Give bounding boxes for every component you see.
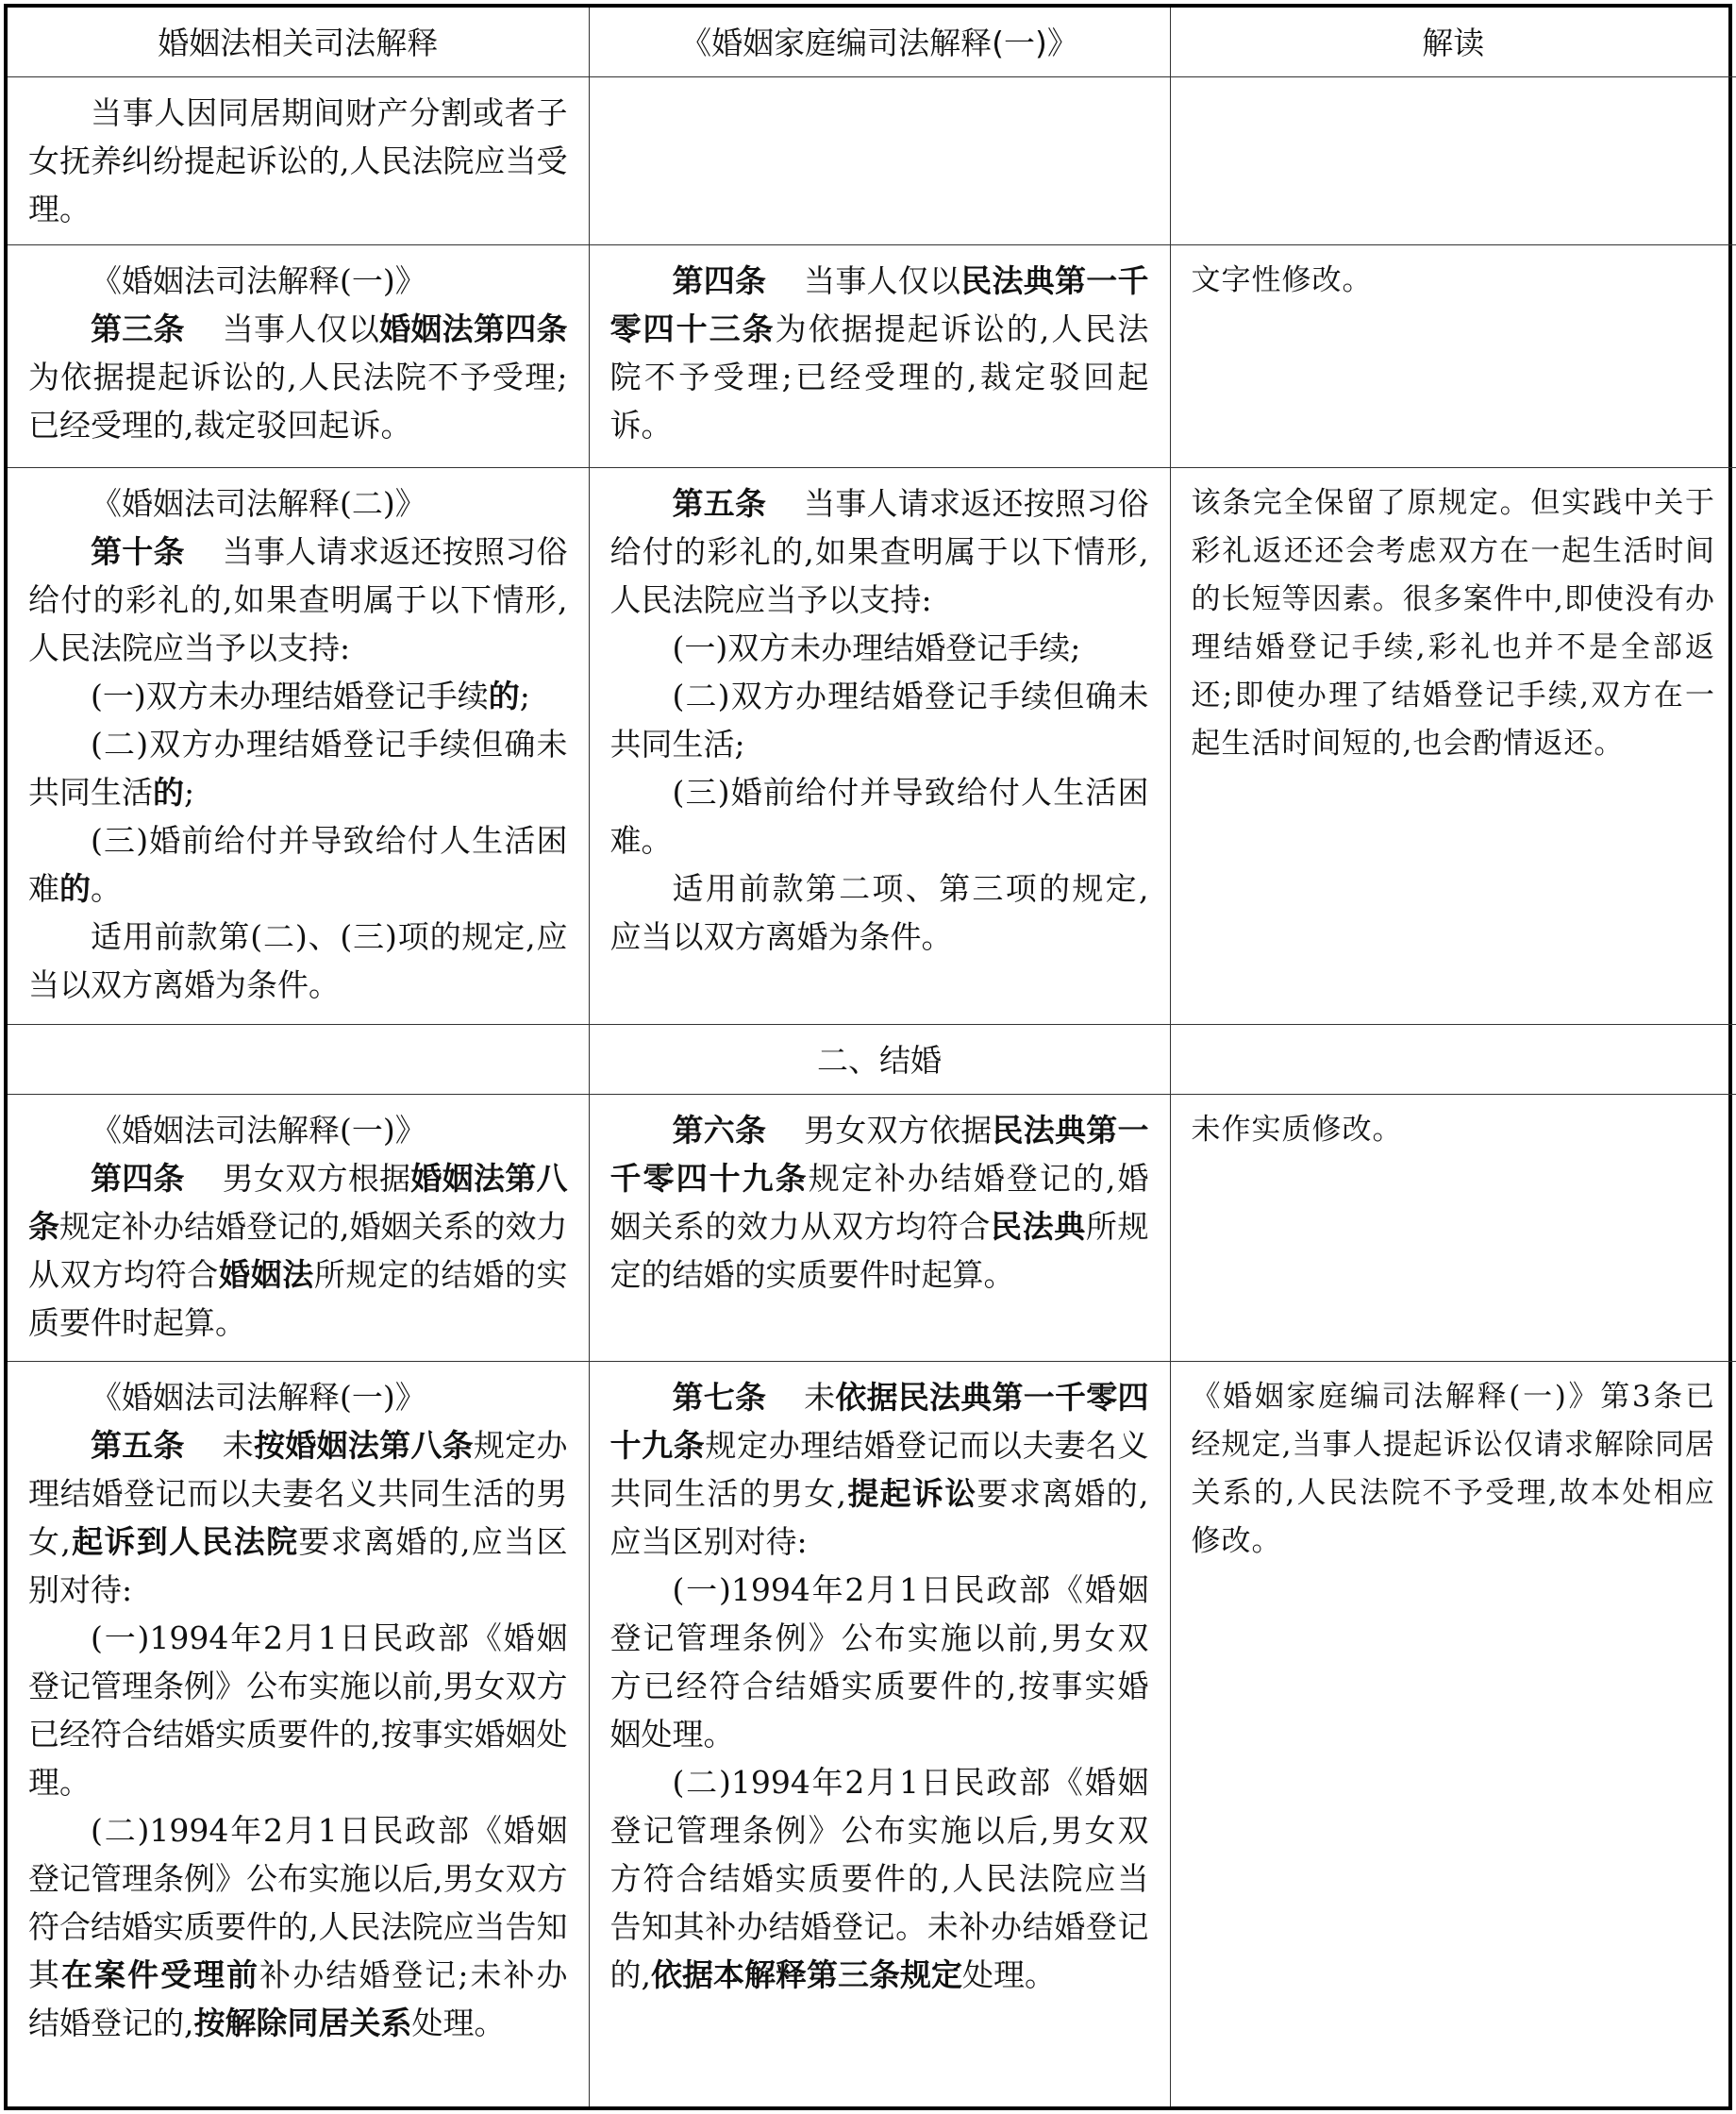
old-article-text: 第五条 未按婚姻法第八条规定办理结婚登记而以夫妻名义共同生活的男女,起诉到人民法院要求离婚的,应当区别对待:	[28, 1427, 568, 1608]
list-item: (一)双方未办理结婚登记手续;	[672, 629, 1081, 666]
old-provision-cell	[8, 468, 589, 1025]
new-provision-cell	[589, 77, 1170, 245]
new-article-text: 第七条 未依据民法典第一千零四十九条规定办理结婚登记而以夫妻名义共同生活的男女,提起诉讼要求离婚的,应当区别对待:	[609, 1379, 1149, 1560]
source-title: 《婚姻法司法解释(一)》	[91, 1112, 426, 1149]
old-provision-text: 当事人因同居期间财产分割或者子女抚养纠纷提起诉讼的,人民法院应当受理。	[28, 94, 568, 227]
comparison-table	[8, 8, 1736, 2106]
commentary-cell	[1170, 245, 1736, 468]
column-header-new-interpretation: 《婚姻家庭编司法解释(一)》	[589, 8, 1170, 77]
table-row	[8, 468, 1736, 1025]
provision-tail: 适用前款第(二)、(三)项的规定,应当以双方离婚为条件。	[28, 918, 568, 1003]
source-title: 《婚姻法司法解释(二)》	[91, 485, 426, 522]
column-header-old-interpretations: 婚姻法相关司法解释	[8, 8, 589, 77]
table-row	[8, 1095, 1736, 1362]
old-provision-cell	[8, 1362, 589, 2107]
list-item: (三)婚前给付并导致给付人生活困难。	[609, 774, 1149, 859]
new-article-text: 第六条 男女双方依据民法典第一千零四十九条规定补办结婚登记的,婚姻关系的效力从双方均符合民法典所规定的结婚的实质要件时起算。	[609, 1112, 1149, 1293]
table-row	[8, 77, 1736, 245]
commentary-text: 该条完全保留了原规定。但实践中关于彩礼返还还会考虑双方在一起生活时间的长短等因素。很多案件中,即使没有办理结婚登记手续,彩礼也并不是全部返还;即使办理了结婚登记手续,双方在一起生活时间短的,也会酌情返还。	[1191, 486, 1715, 761]
article-number: 第七条	[672, 1379, 767, 1416]
new-provision-cell	[589, 245, 1170, 468]
commentary-cell	[1170, 1095, 1736, 1362]
commentary-text: 《婚姻家庭编司法解释(一)》第3条已经规定,当事人提起诉讼仅请求解除同居关系的,人民法院不予受理,故本处相应修改。	[1191, 1380, 1715, 1558]
new-provision-cell	[589, 1362, 1170, 2107]
comparison-table-frame	[4, 4, 1732, 2110]
list-item: (二)1994年2月1日民政部《婚姻登记管理条例》公布实施以后,男女双方符合结婚实质要件的,人民法院应当告知其补办结婚登记。未补办结婚登记的,依据本解释第三条规定处理。	[609, 1764, 1149, 1993]
list-item: (二)1994年2月1日民政部《婚姻登记管理条例》公布实施以后,男女双方符合结婚实质要件的,人民法院应当告知其在案件受理前补办结婚登记;未补办结婚登记的,按解除同居关系处理。	[28, 1812, 568, 2041]
article-number: 第五条	[91, 1427, 185, 1464]
article-number: 第四条	[672, 262, 767, 299]
list-item: (一)1994年2月1日民政部《婚姻登记管理条例》公布实施以前,男女双方已经符合结婚实质要件的,按事实婚姻处理。	[28, 1619, 568, 1801]
source-title: 《婚姻法司法解释(一)》	[91, 262, 426, 299]
old-provision-cell	[8, 1095, 589, 1362]
section-heading: 二、结婚	[589, 1025, 1170, 1095]
new-provision-cell	[589, 468, 1170, 1025]
list-item: (二)双方办理结婚登记手续但确未共同生活;	[609, 678, 1149, 763]
column-header-commentary: 解读	[1170, 8, 1736, 77]
list-item: (二)双方办理结婚登记手续但确未共同生活的;	[28, 726, 568, 811]
new-article-text: 第五条 当事人请求返还按照习俗给付的彩礼的,如果查明属于以下情形,人民法院应当予以支持:	[609, 485, 1149, 618]
old-provision-cell	[8, 77, 589, 245]
list-item: (一)1994年2月1日民政部《婚姻登记管理条例》公布实施以前,男女双方已经符合结婚实质要件的,按事实婚姻处理。	[609, 1571, 1149, 1753]
commentary-text: 未作实质修改。	[1191, 1113, 1403, 1147]
old-provision-cell	[8, 245, 589, 468]
article-number: 第四条	[91, 1160, 185, 1197]
article-number: 第三条	[91, 310, 185, 347]
new-article-text: 第四条 当事人仅以民法典第一千零四十三条为依据提起诉讼的,人民法院不予受理;已经受理的,裁定驳回起诉。	[609, 262, 1149, 444]
commentary-cell	[1170, 468, 1736, 1025]
new-provision-cell	[589, 1095, 1170, 1362]
old-article-text: 第四条 男女双方根据婚姻法第八条规定补办结婚登记的,婚姻关系的效力从双方均符合婚姻法所规定的结婚的实质要件时起算。	[28, 1160, 568, 1341]
list-item: (三)婚前给付并导致给付人生活困难的。	[28, 822, 568, 907]
commentary-cell	[1170, 77, 1736, 245]
commentary-text: 文字性修改。	[1191, 263, 1373, 297]
header-row	[8, 8, 1736, 77]
list-item: (一)双方未办理结婚登记手续的;	[91, 678, 530, 714]
provision-tail: 适用前款第二项、第三项的规定,应当以双方离婚为条件。	[609, 870, 1149, 955]
article-number: 第六条	[672, 1112, 767, 1149]
source-title: 《婚姻法司法解释(一)》	[91, 1379, 426, 1416]
section-empty-cell	[1170, 1025, 1736, 1095]
section-row	[8, 1025, 1736, 1095]
table-row	[8, 245, 1736, 468]
article-number: 第十条	[91, 533, 185, 570]
section-empty-cell	[8, 1025, 589, 1095]
old-article-text: 第三条 当事人仅以婚姻法第四条为依据提起诉讼的,人民法院不予受理;已经受理的,裁定驳回起诉。	[28, 310, 568, 444]
article-number: 第五条	[672, 485, 767, 522]
old-article-text: 第十条 当事人请求返还按照习俗给付的彩礼的,如果查明属于以下情形,人民法院应当予以支持:	[28, 533, 568, 666]
table-row	[8, 1362, 1736, 2107]
commentary-cell	[1170, 1362, 1736, 2107]
